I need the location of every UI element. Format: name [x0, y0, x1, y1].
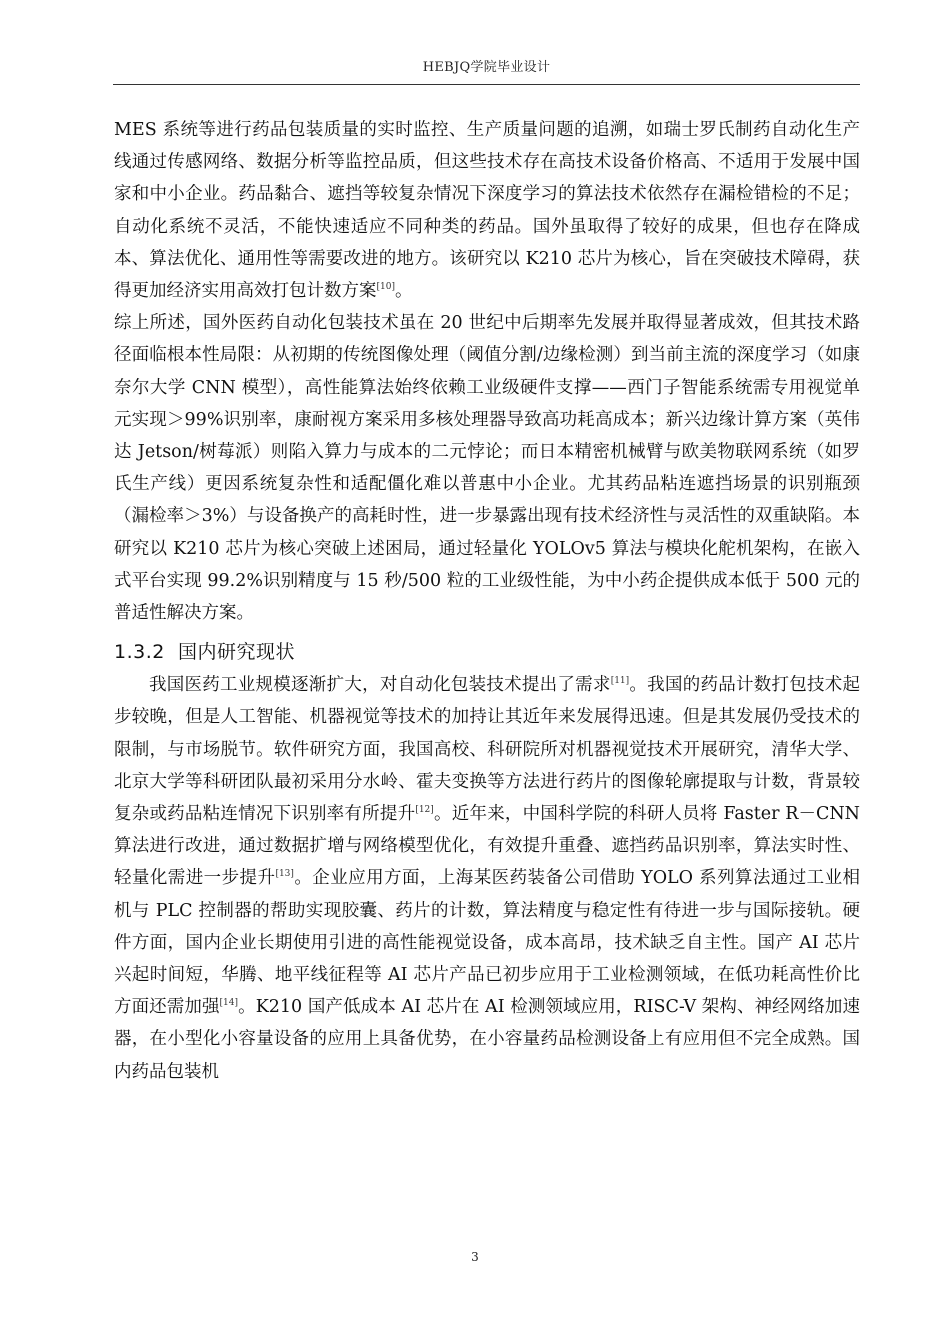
- document-body: [114, 114, 860, 1088]
- running-header: HEBJQ学院毕业设计: [422, 60, 551, 75]
- section-title: 国内研究现状: [177, 641, 295, 664]
- paragraph-conclusion: 综上所述，国外医药自动化包装技术虽在 20 世纪中后期率先发展并取得显著成效，但其技术路径面临根本性局限：从初期的传统图像处理（阈值分割/边缘检测）到当前主流的深度学习（如康奈尔大学 CNN 模型），高性能算法始终依赖工业级硬件支撑——西门子智能系统需专用视觉单元实现＞99%识别率，康耐视方案采用多核处理器导致高功耗高成本；新兴边缘计算方案（英伟达 Jetson/树莓派）则陷入算力与成本的二元悖论；而日本精密机械臂与欧美物联网系统（如罗氏生产线）更因系统复杂性和适配僵化难以普惠中小企业。尤其药品粘连遮挡场景的识别瓶颈（漏检率＞3%）与设备换产的高耗时性，进一步暴露出现有技术经济性与灵活性的双重缺陷。本研究以 K210 芯片为核心突破上述困局，通过轻量化 YOLOv5 算法与模块化舵机架构，在嵌入式平台实现 99.2%识别精度与 15 秒/500 粒的工业级性能，为中小药企提供成本低于 500 元的普适性解决方案。: [114, 313, 860, 624]
- paragraph-text: 。我国的药品计数打包技术起步较晚，但是人工智能、机器视觉等技术的加持让其近年来发展得迅速。但是其发展仍受技术的限制，与市场脱节。软件研究方面，我国高校、科研院所对机器视觉技术开展研究，清华大学、北京大学等科研团队最初采用分水岭、霍夫变换等方法进行药片的图像轮廓提取与计数，背景较复杂或药品粘连情况下识别率有所提升: [114, 675, 861, 825]
- citation: [13]: [275, 869, 294, 880]
- paragraph-text: 我国医药工业规模逐渐扩大，对自动化包装技术提出了需求: [149, 675, 611, 696]
- citation: [14]: [219, 998, 239, 1009]
- paragraph-text: 。: [394, 281, 413, 302]
- paragraph-domestic-research: [114, 669, 860, 1088]
- paragraph-text: 。企业应用方面，上海某医药装备公司借助 YOLO 系列算法通过工业相机与 PLC 控制器的帮助实现胶囊、药片的计数，算法精度与稳定性有待进一步与国际接轨。硬件方面，国内企业长期使用引进的高性能视觉设备，成本高昂，技术缺乏自主性。国产 AI 芯片兴起时间短，华腾、地平线征程等 AI 芯片产品已初步应用于工业检测领域，在低功耗高性价比方面还需加强: [114, 868, 861, 1018]
- header-divider: [113, 84, 860, 85]
- citation: [11]: [610, 676, 630, 687]
- section-heading: [114, 639, 860, 665]
- citation: [10]: [376, 282, 395, 293]
- paragraph-overseas-summary: [114, 114, 860, 307]
- paragraph-text: 。K210 国产低成本 AI 芯片在 AI 检测领域应用，RISC-V 架构、神经网络加速器，在小型化小容量设备的应用上具备优势，在小容量药品检测设备上有应用但不完全成熟。国内药品包装机: [114, 997, 861, 1082]
- page-number: 3: [471, 1250, 479, 1264]
- paragraph-text: 。近年来，中国科学院的科研人员将 Faster R－CNN 算法进行改进，通过数据扩增与网络模型优化，有效提升重叠、遮挡药品识别率，算法实时性、轻量化需进一步提升: [114, 804, 860, 889]
- citation: [12]: [415, 805, 434, 816]
- section-number: 1.3.2: [114, 641, 165, 664]
- paragraph-text: MES 系统等进行药品包装质量的实时监控、生产质量问题的追溯，如瑞士罗氏制药自动化生产线通过传感网络、数据分析等监控品质，但这些技术存在高技术设备价格高、不适用于发展中国家和中小企业。药品黏合、遮挡等较复杂情况下深度学习的算法技术依然存在漏检错检的不足；自动化系统不灵活，不能快速适应不同种类的药品。国外虽取得了较好的成果，但也存在降成本、算法优化、通用性等需要改进的地方。该研究以 K210 芯片为核心，旨在突破技术障碍，获得更加经济实用高效打包计数方案: [114, 120, 860, 302]
